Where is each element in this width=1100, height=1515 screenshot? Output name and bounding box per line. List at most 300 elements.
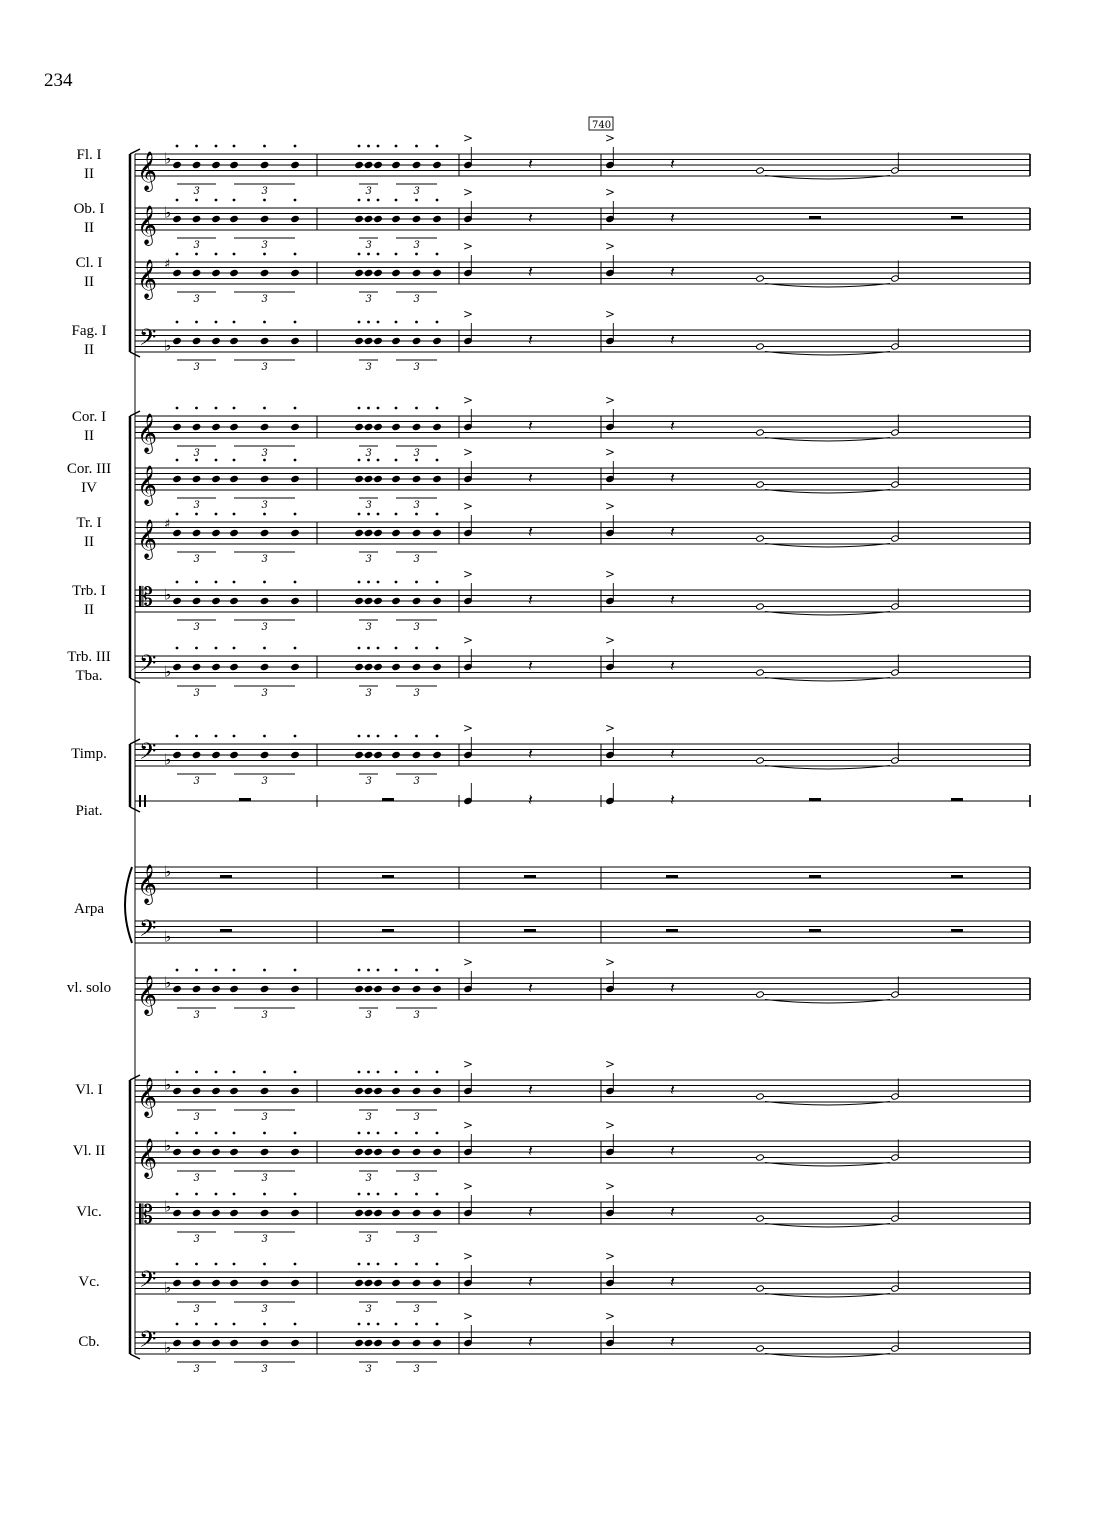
note-head — [355, 269, 364, 276]
accent-mark: > — [605, 445, 616, 459]
note-head — [364, 597, 373, 604]
note-head — [230, 337, 239, 344]
note-head — [756, 167, 765, 174]
note-head — [173, 215, 182, 222]
note-head — [756, 991, 765, 998]
staccato-dot — [377, 407, 380, 410]
staccato-dot — [176, 1193, 179, 1196]
note-head — [392, 1339, 401, 1346]
staccato-dot — [358, 581, 361, 584]
note-head — [433, 337, 442, 344]
note-head — [291, 269, 300, 276]
note-head — [433, 597, 442, 604]
bass-clef-icon: 𝄢 — [139, 1267, 157, 1298]
instrument-label-vla: Vlc. — [76, 1204, 102, 1220]
staccato-dot — [195, 253, 198, 256]
staccato-dot — [176, 735, 179, 738]
flat-sign-icon: ♭ — [164, 1338, 172, 1357]
rehearsal-mark — [589, 117, 613, 131]
accent-mark: > — [605, 393, 616, 407]
accent-mark: > — [463, 633, 474, 647]
staccato-dot — [358, 1193, 361, 1196]
staccato-dot — [263, 1132, 266, 1135]
note-head — [392, 475, 401, 482]
triplet-number: 3 — [193, 1234, 200, 1245]
note-head — [412, 269, 421, 276]
quarter-rest-icon: 𝄽 — [670, 1202, 675, 1221]
note-head — [433, 423, 442, 430]
note-head — [433, 475, 442, 482]
accent-mark: > — [463, 239, 474, 253]
note-head — [291, 985, 300, 992]
instrument-label-cb: Cb. — [78, 1334, 100, 1350]
staccato-dot — [367, 145, 370, 148]
note-head — [392, 529, 401, 536]
note-head — [192, 1339, 201, 1346]
note-head — [192, 161, 201, 168]
note-head — [260, 423, 269, 430]
triplet-number: 3 — [261, 554, 268, 565]
staccato-dot — [263, 407, 266, 410]
triplet-number: 3 — [365, 688, 372, 699]
staff-trb12 — [135, 567, 1030, 633]
note-head — [230, 475, 239, 482]
staccato-dot — [367, 253, 370, 256]
staccato-dot — [415, 735, 418, 738]
staccato-dot — [395, 647, 398, 650]
note-head — [374, 1209, 383, 1216]
treble-clef-icon: 𝄞 — [137, 1077, 158, 1117]
note-head — [212, 597, 221, 604]
staccato-dot — [415, 1132, 418, 1135]
staccato-dot — [377, 1193, 380, 1196]
note-head — [260, 1148, 269, 1155]
measure-rest — [809, 216, 821, 219]
note-head — [374, 985, 383, 992]
staccato-dot — [415, 647, 418, 650]
staccato-dot — [294, 1071, 297, 1074]
staccato-dot — [233, 735, 236, 738]
note-head — [260, 529, 269, 536]
quarter-rest-icon: 𝄽 — [670, 468, 675, 487]
quarter-rest-icon: 𝄽 — [528, 208, 533, 227]
note-head — [173, 1087, 182, 1094]
note-head — [355, 597, 364, 604]
quarter-rest-icon: 𝄽 — [670, 978, 675, 997]
quarter-rest-icon: 𝄽 — [670, 790, 675, 809]
triplet-number: 3 — [261, 294, 268, 305]
note-head — [260, 475, 269, 482]
triplet-number: 3 — [193, 1112, 200, 1123]
triplet-number: 3 — [193, 186, 200, 197]
triplet-number: 3 — [261, 776, 268, 787]
note-head — [374, 269, 383, 276]
staccato-dot — [263, 969, 266, 972]
staccato-dot — [358, 1132, 361, 1135]
note-head — [374, 1148, 383, 1155]
flat-sign-icon: ♭ — [164, 203, 172, 222]
treble-clef-icon: 𝄞 — [137, 465, 158, 505]
staccato-dot — [395, 145, 398, 148]
note-head — [374, 423, 383, 430]
note-head — [433, 161, 442, 168]
staccato-dot — [377, 321, 380, 324]
staccato-dot — [294, 581, 297, 584]
instrument-label-timp: Timp. — [71, 746, 107, 762]
flat-sign-icon: ♭ — [164, 149, 172, 168]
staccato-dot — [233, 253, 236, 256]
flat-sign-icon: ♭ — [164, 973, 172, 992]
accent-mark: > — [605, 1118, 616, 1132]
accent-mark: > — [605, 567, 616, 581]
note-head — [364, 269, 373, 276]
note-head — [374, 597, 383, 604]
accent-mark: > — [463, 1249, 474, 1263]
staccato-dot — [395, 321, 398, 324]
triplet-number: 3 — [193, 1010, 200, 1021]
staccato-dot — [367, 581, 370, 584]
staccato-dot — [395, 1193, 398, 1196]
treble-clef-icon: 𝄞 — [137, 975, 158, 1015]
sharp-sign-icon: ♯ — [164, 257, 171, 272]
triplet-number: 3 — [261, 622, 268, 633]
note-head — [433, 1339, 442, 1346]
note-head — [355, 1339, 364, 1346]
staff-piat — [135, 783, 1030, 809]
staccato-dot — [436, 1263, 439, 1266]
triplet-number: 3 — [413, 776, 420, 787]
note-head — [212, 1087, 221, 1094]
accent-mark: > — [605, 1179, 616, 1193]
note-head — [374, 215, 383, 222]
staff-arpa — [125, 863, 1030, 948]
staff-fl — [135, 131, 1030, 197]
instrument-label-trb3: Trb. III Tba. — [67, 649, 111, 684]
triplet-number: 3 — [413, 500, 420, 511]
accent-mark: > — [605, 499, 616, 513]
instrument-label-fag: Fag. I II — [71, 323, 107, 358]
staccato-dot — [358, 1071, 361, 1074]
accent-mark: > — [463, 955, 474, 969]
staccato-dot — [436, 1193, 439, 1196]
note-head — [173, 985, 182, 992]
triplet-number: 3 — [261, 1234, 268, 1245]
treble-clef-icon: 𝄞 — [137, 413, 158, 453]
note-head — [192, 423, 201, 430]
accent-mark: > — [463, 393, 474, 407]
note-head — [433, 663, 442, 670]
note-head — [364, 161, 373, 168]
staccato-dot — [436, 321, 439, 324]
note-head — [756, 535, 765, 542]
note-head — [412, 475, 421, 482]
staccato-dot — [176, 1071, 179, 1074]
quarter-rest-icon: 𝄽 — [670, 744, 675, 763]
note-head — [192, 1148, 201, 1155]
note-head — [230, 423, 239, 430]
measure-rest — [220, 875, 232, 878]
staccato-dot — [377, 145, 380, 148]
quarter-rest-icon: 𝄽 — [528, 1080, 533, 1099]
staccato-dot — [358, 407, 361, 410]
accent-mark: > — [605, 1249, 616, 1263]
staccato-dot — [436, 253, 439, 256]
staff-vl1 — [135, 1057, 1030, 1123]
note-head — [412, 1279, 421, 1286]
note-head — [212, 475, 221, 482]
triplet-number: 3 — [193, 362, 200, 373]
staccato-dot — [395, 253, 398, 256]
note-head — [392, 1209, 401, 1216]
quarter-rest-icon: 𝄽 — [528, 978, 533, 997]
staccato-dot — [294, 407, 297, 410]
staccato-dot — [358, 1323, 361, 1326]
note-head — [412, 985, 421, 992]
staccato-dot — [233, 459, 236, 462]
note-head — [355, 985, 364, 992]
quarter-rest-icon: 𝄽 — [528, 744, 533, 763]
staccato-dot — [367, 735, 370, 738]
note-head — [364, 1339, 373, 1346]
note-head — [364, 985, 373, 992]
note-head — [260, 597, 269, 604]
staccato-dot — [215, 321, 218, 324]
measure-rest — [220, 929, 232, 932]
quarter-rest-icon: 𝄽 — [528, 1141, 533, 1160]
note-head — [756, 1093, 765, 1100]
note-head — [392, 269, 401, 276]
note-head — [433, 215, 442, 222]
staff-cb — [135, 1309, 1030, 1375]
accent-mark: > — [605, 239, 616, 253]
accent-mark: > — [463, 499, 474, 513]
staccato-dot — [415, 1193, 418, 1196]
staccato-dot — [294, 253, 297, 256]
measure-rest — [524, 875, 536, 878]
staccato-dot — [215, 1193, 218, 1196]
staccato-dot — [176, 321, 179, 324]
staccato-dot — [358, 145, 361, 148]
note-head — [433, 985, 442, 992]
triplet-number: 3 — [193, 776, 200, 787]
note-head — [433, 751, 442, 758]
note-head — [412, 1209, 421, 1216]
flat-sign-icon: ♭ — [164, 336, 172, 355]
staccato-dot — [395, 1263, 398, 1266]
note-head — [355, 1148, 364, 1155]
staccato-dot — [176, 1323, 179, 1326]
staccato-dot — [358, 513, 361, 516]
staccato-dot — [263, 321, 266, 324]
note-head — [212, 1209, 221, 1216]
measure-rest — [809, 929, 821, 932]
note-head — [412, 1087, 421, 1094]
note-head — [260, 161, 269, 168]
note-head — [364, 1279, 373, 1286]
note-head — [355, 663, 364, 670]
flat-sign-icon: ♭ — [164, 1075, 172, 1094]
bass-clef-icon: 𝄢 — [139, 739, 157, 770]
triplet-number: 3 — [261, 688, 268, 699]
staccato-dot — [294, 735, 297, 738]
bass-clef-icon: 𝄢 — [139, 916, 157, 947]
note-head — [212, 1279, 221, 1286]
note-head — [374, 475, 383, 482]
note-head — [433, 1087, 442, 1094]
staccato-dot — [436, 199, 439, 202]
staccato-dot — [415, 321, 418, 324]
staccato-dot — [195, 581, 198, 584]
staff-ob — [135, 185, 1030, 251]
measure-rest — [951, 798, 963, 801]
staccato-dot — [233, 199, 236, 202]
staccato-dot — [377, 513, 380, 516]
note-head — [230, 215, 239, 222]
note-head — [230, 1339, 239, 1346]
triplet-number: 3 — [365, 1364, 372, 1375]
staccato-dot — [358, 647, 361, 650]
staccato-dot — [367, 1193, 370, 1196]
staccato-dot — [176, 581, 179, 584]
staccato-dot — [195, 407, 198, 410]
staccato-dot — [215, 647, 218, 650]
note-head — [291, 475, 300, 482]
triplet-number: 3 — [365, 776, 372, 787]
staccato-dot — [367, 407, 370, 410]
note-head — [374, 1279, 383, 1286]
staccato-dot — [395, 407, 398, 410]
staccato-dot — [263, 145, 266, 148]
staccato-dot — [176, 647, 179, 650]
note-head — [374, 1339, 383, 1346]
staccato-dot — [233, 1193, 236, 1196]
flat-sign-icon: ♭ — [164, 1136, 172, 1155]
staccato-dot — [233, 1132, 236, 1135]
staccato-dot — [377, 199, 380, 202]
note-head — [230, 1209, 239, 1216]
note-head — [260, 1339, 269, 1346]
accent-mark: > — [463, 1309, 474, 1323]
note-head — [212, 1339, 221, 1346]
accent-mark: > — [463, 1118, 474, 1132]
note-head — [230, 1279, 239, 1286]
bass-clef-icon: 𝄢 — [139, 1327, 157, 1358]
note-head — [230, 161, 239, 168]
staff-vla — [135, 1179, 1030, 1245]
measure-rest — [382, 875, 394, 878]
quarter-rest-icon: 𝄽 — [528, 154, 533, 173]
staccato-dot — [195, 1323, 198, 1326]
instrument-label-fl: Fl. I II — [76, 147, 102, 182]
accent-mark: > — [605, 1057, 616, 1071]
staccato-dot — [176, 459, 179, 462]
note-head — [412, 751, 421, 758]
staccato-dot — [395, 459, 398, 462]
staccato-dot — [377, 1071, 380, 1074]
treble-clef-icon: 𝄞 — [137, 864, 158, 904]
staccato-dot — [215, 1263, 218, 1266]
staccato-dot — [176, 1132, 179, 1135]
triplet-number: 3 — [413, 1304, 420, 1315]
note-head — [192, 337, 201, 344]
quarter-rest-icon: 𝄽 — [670, 330, 675, 349]
staccato-dot — [195, 199, 198, 202]
staccato-dot — [215, 1132, 218, 1135]
accent-mark: > — [605, 307, 616, 321]
note-head — [192, 1279, 201, 1286]
quarter-rest-icon: 𝄽 — [670, 656, 675, 675]
quarter-rest-icon: 𝄽 — [670, 590, 675, 609]
staccato-dot — [395, 1132, 398, 1135]
staff-cor34 — [135, 445, 1030, 511]
note-head — [192, 475, 201, 482]
note-head — [173, 1209, 182, 1216]
staccato-dot — [395, 199, 398, 202]
note-head — [291, 423, 300, 430]
note-head — [374, 751, 383, 758]
note-head — [260, 337, 269, 344]
measure-rest — [239, 798, 251, 801]
staff-trb3 — [135, 633, 1030, 699]
staccato-dot — [436, 459, 439, 462]
staccato-dot — [436, 1323, 439, 1326]
staccato-dot — [358, 199, 361, 202]
note-head — [355, 423, 364, 430]
staccato-dot — [436, 1132, 439, 1135]
alto-clef-icon: 𝄡 — [139, 1200, 153, 1229]
staccato-dot — [294, 1193, 297, 1196]
staccato-dot — [358, 969, 361, 972]
triplet-number: 3 — [365, 1173, 372, 1184]
accent-mark: > — [463, 307, 474, 321]
flat-sign-icon: ♭ — [164, 662, 172, 681]
staccato-dot — [215, 581, 218, 584]
note-head — [212, 269, 221, 276]
staccato-dot — [367, 969, 370, 972]
staccato-dot — [195, 1263, 198, 1266]
accent-mark: > — [463, 131, 474, 145]
triplet-number: 3 — [365, 240, 372, 251]
staccato-dot — [377, 1132, 380, 1135]
note-head — [374, 1087, 383, 1094]
staccato-dot — [233, 1071, 236, 1074]
note-head — [355, 1279, 364, 1286]
staccato-dot — [233, 407, 236, 410]
staccato-dot — [377, 647, 380, 650]
note-head — [230, 985, 239, 992]
triplet-number: 3 — [261, 500, 268, 511]
quarter-rest-icon: 𝄽 — [670, 154, 675, 173]
triplet-number: 3 — [413, 448, 420, 459]
staccato-dot — [233, 1323, 236, 1326]
triplet-number: 3 — [413, 622, 420, 633]
staff-cl — [135, 239, 1030, 305]
note-head — [412, 337, 421, 344]
note-head — [355, 475, 364, 482]
staccato-dot — [195, 459, 198, 462]
measure-rest — [951, 216, 963, 219]
staccato-dot — [358, 1263, 361, 1266]
measure-rest — [666, 929, 678, 932]
accent-mark: > — [605, 955, 616, 969]
staccato-dot — [415, 145, 418, 148]
treble-clef-icon: 𝄞 — [137, 205, 158, 245]
staccato-dot — [294, 969, 297, 972]
note-head — [173, 663, 182, 670]
note-head — [260, 663, 269, 670]
staccato-dot — [233, 581, 236, 584]
staccato-dot — [294, 1132, 297, 1135]
